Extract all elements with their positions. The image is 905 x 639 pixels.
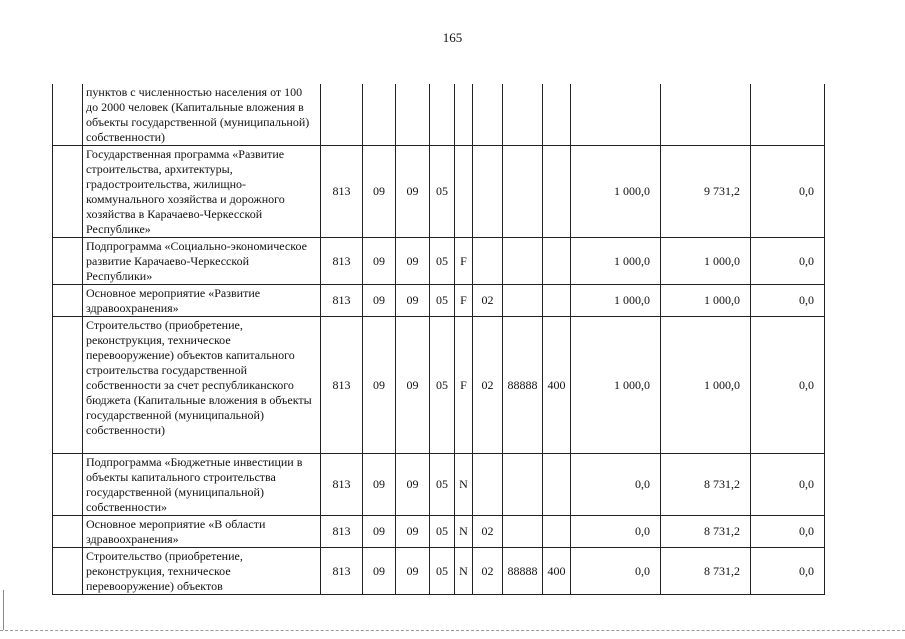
row-index-cell [53,84,83,146]
sum-year-1: 0,0 [571,548,661,595]
code-section: 09 [363,285,396,317]
sum-year-1: 1 000,0 [571,285,661,317]
row-index-cell [53,454,83,516]
row-name: Основное мероприятие «В области здравоохранения» [83,516,321,548]
code-admin: 813 [321,516,363,548]
budget-table [52,84,825,595]
code-subsection: 09 [396,548,430,595]
code-admin: 813 [321,454,363,516]
code-subprogram: F [455,317,473,454]
row-name: Подпрограмма «Социально-экономическое развитие Карачаево-Черкесской Республики» [83,238,321,285]
sum-year-3: 0,0 [751,548,825,595]
sum-year-1: 0,0 [571,454,661,516]
code-program: 05 [430,548,455,595]
code-direction [503,84,543,146]
code-event: 02 [473,548,503,595]
code-expense-type: 400 [543,317,571,454]
code-expense-type [543,238,571,285]
code-admin: 813 [321,285,363,317]
scan-bottom-rule [0,630,905,631]
sum-year-1: 1 000,0 [571,146,661,238]
code-program: 05 [430,285,455,317]
code-subprogram [455,146,473,238]
row-name: Государственная программа «Развитие строительства, архитектуры, градостроительства, жилищно-коммунального хозяйства и дорожного хозяйства в Карачаево-Черкесской Республике» [83,146,321,238]
sum-year-2: 8 731,2 [661,548,751,595]
sum-year-2: 1 000,0 [661,238,751,285]
code-program [430,84,455,146]
code-subsection: 09 [396,146,430,238]
code-section: 09 [363,146,396,238]
row-index-cell [53,548,83,595]
sum-year-1: 1 000,0 [571,238,661,285]
row-name: Строительство (приобретение, реконструкция, техническое перевооружение) объектов [83,548,321,595]
code-admin: 813 [321,548,363,595]
sum-year-2: 1 000,0 [661,285,751,317]
code-section: 09 [363,454,396,516]
sum-year-3: 0,0 [751,454,825,516]
code-subprogram: N [455,454,473,516]
code-program: 05 [430,516,455,548]
code-direction [503,516,543,548]
sum-year-2: 8 731,2 [661,516,751,548]
table-row [53,285,825,317]
code-subsection: 09 [396,454,430,516]
code-subprogram: F [455,238,473,285]
page-number: 165 [442,30,463,45]
row-index-cell [53,146,83,238]
sum-year-1: 1 000,0 [571,317,661,454]
row-name: Подпрограмма «Бюджетные инвестиции в объекты капитального строительства государственной (муниципальной) собственности» [83,454,321,516]
code-expense-type: 400 [543,548,571,595]
code-event: 02 [473,516,503,548]
code-event: 02 [473,317,503,454]
row-name: Основное мероприятие «Развитие здравоохранения» [83,285,321,317]
code-admin: 813 [321,317,363,454]
code-program: 05 [430,317,455,454]
code-subsection: 09 [396,317,430,454]
sum-year-2: 9 731,2 [661,146,751,238]
code-admin: 813 [321,238,363,285]
sum-year-2: 8 731,2 [661,454,751,516]
code-event: 02 [473,285,503,317]
code-expense-type [543,285,571,317]
code-subprogram: F [455,285,473,317]
table-row [53,548,825,595]
row-index-cell [53,317,83,454]
code-program: 05 [430,454,455,516]
code-program: 05 [430,146,455,238]
scan-left-edge [3,590,4,630]
sum-year-3 [751,84,825,146]
code-section: 09 [363,238,396,285]
code-subsection: 09 [396,516,430,548]
row-index-cell [53,516,83,548]
code-direction [503,146,543,238]
code-section: 09 [363,516,396,548]
code-section: 09 [363,548,396,595]
code-subsection [396,84,430,146]
sum-year-3: 0,0 [751,285,825,317]
row-name: Строительство (приобретение, реконструкция, техническое перевооружение) объектов капитального строительства государственной собственности за счет республиканского бюджета (Капитальные вложения в объекты государственной (муниципальной) собственности) [83,317,321,454]
table-row [53,516,825,548]
sum-year-1: 0,0 [571,516,661,548]
table-row [53,84,825,146]
table-row [53,317,825,454]
code-subprogram [455,84,473,146]
sum-year-3: 0,0 [751,516,825,548]
table-row [53,238,825,285]
code-expense-type [543,146,571,238]
code-expense-type [543,516,571,548]
code-event [473,238,503,285]
code-direction [503,454,543,516]
code-subprogram: N [455,548,473,595]
sum-year-3: 0,0 [751,238,825,285]
code-direction [503,285,543,317]
code-expense-type [543,84,571,146]
sum-year-1 [571,84,661,146]
code-program: 05 [430,238,455,285]
code-admin [321,84,363,146]
sum-year-3: 0,0 [751,146,825,238]
code-subsection: 09 [396,285,430,317]
sum-year-2: 1 000,0 [661,317,751,454]
table-row [53,454,825,516]
row-name: пунктов с численностью населения от 100 до 2000 человек (Капитальные вложения в объекты государственной (муниципальной) собственности) [83,84,321,146]
table-row [53,146,825,238]
code-event [473,454,503,516]
row-index-cell [53,238,83,285]
row-index-cell [53,285,83,317]
code-section: 09 [363,317,396,454]
code-direction [503,238,543,285]
code-subsection: 09 [396,238,430,285]
sum-year-2 [661,84,751,146]
code-direction: 88888 [503,317,543,454]
code-expense-type [543,454,571,516]
code-event [473,146,503,238]
code-event [473,84,503,146]
sum-year-3: 0,0 [751,317,825,454]
code-subprogram: N [455,516,473,548]
code-section [363,84,396,146]
code-direction: 88888 [503,548,543,595]
code-admin: 813 [321,146,363,238]
